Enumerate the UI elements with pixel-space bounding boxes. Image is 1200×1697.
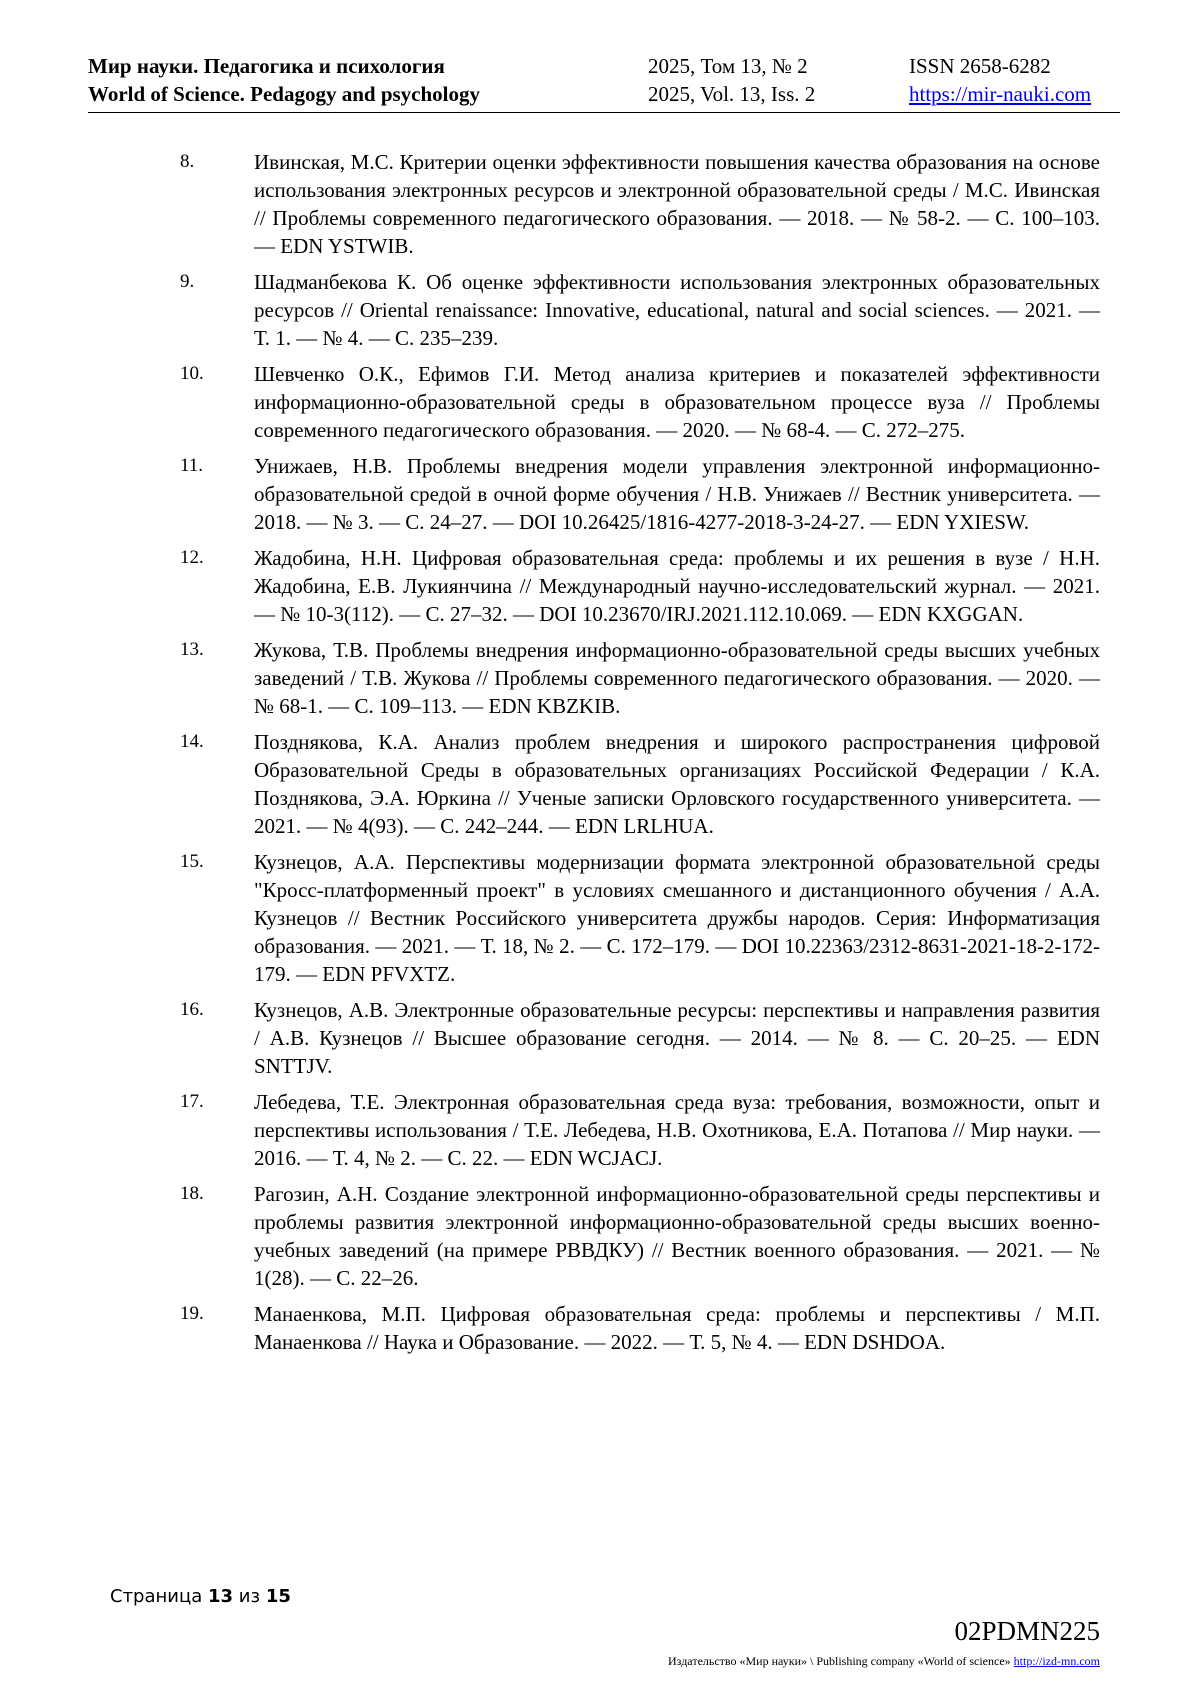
publisher-line <box>668 1654 1100 1669</box>
reference-text: Шадманбекова К. Об оценке эффективности использования электронных образовательных ресурсов // Oriental renaissance: Innovative, educational, natural and social sciences. — 2021. — Т. 1. — № 4. — С. 235–239. <box>254 270 1100 350</box>
reference-text: Жукова, Т.В. Проблемы внедрения информационно-образовательной среды высших учебных заведений / Т.В. Жукова // Проблемы современного педагогического образования. — 2020. — № 68-1. — С. 109–113. — EDN KBZKIB. <box>254 638 1100 718</box>
reference-number: 17. <box>180 1091 204 1112</box>
journal-title-en: World of Science. Pedagogy and psychology <box>88 82 481 106</box>
journal-title-block <box>88 52 480 108</box>
reference-text: Манаенкова, М.П. Цифровая образовательная среда: проблемы и перспективы / М.П. Манаенкова // Наука и Образование. — 2022. — Т. 5, № 4. — EDN DSHDOA. <box>254 1302 1100 1354</box>
reference-number: 16. <box>180 999 204 1020</box>
article-code: 02PDMN225 <box>954 1616 1100 1646</box>
reference-number: 9. <box>180 271 195 292</box>
reference-text: Ивинская, М.С. Критерии оценки эффективности повышения качества образования на основе использования электронных ресурсов и электронной образовательной среды / М.С. Ивинская // Проблемы современного педагогического образования. — 2018. — № 58-2. — С. 100–103. — EDN YSTWIB. <box>254 150 1100 258</box>
page-current: 13 <box>208 1586 234 1607</box>
page-total: 15 <box>265 1586 291 1607</box>
reference-number: 18. <box>180 1183 204 1204</box>
issn-block <box>909 52 1091 108</box>
reference-text: Рагозин, А.Н. Создание электронной информационно-образовательной среды перспективы и проблемы развития электронной информационно-образовательной среды высших военно-учебных заведений (на примере РВВДКУ) // Вестник военного образования. — 2021. — № 1(28). — С. 22–26. <box>254 1182 1100 1290</box>
issue-en: 2025, Vol. 13, Iss. 2 <box>648 82 816 106</box>
journal-header <box>88 52 1120 114</box>
reference-item <box>180 360 1100 444</box>
issn: ISSN 2658-6282 <box>909 54 1051 78</box>
page-number <box>110 1586 291 1607</box>
reference-text: Позднякова, К.А. Анализ проблем внедрения и широкого распространения цифровой Образовательной Среды в образовательных организациях Российской Федерации / К.А. Позднякова, Э.А. Юркина // Ученые записки Орловского государственного университета. — 2021. — № 4(93). — С. 242–244. — EDN LRLHUA. <box>254 730 1100 838</box>
reference-number: 12. <box>180 547 204 568</box>
journal-title-ru: Мир науки. Педагогика и психология <box>88 54 445 78</box>
page-prefix: Страница <box>110 1586 203 1607</box>
reference-text: Кузнецов, А.А. Перспективы модернизации формата электронной образовательной среды "Кросс-платформенный проект" в условиях смешанного и дистанционного обучения / А.А. Кузнецов // Вестник Российского университета дружбы народов. Серия: Информатизация образования. — 2021. — Т. 18, № 2. — С. 172–179. — DOI 10.22363/2312-8631-2021-18-2-172-179. — EDN PFVXTZ. <box>254 850 1100 986</box>
reference-number: 10. <box>180 363 204 384</box>
reference-item <box>180 452 1100 536</box>
publisher-url-link[interactable]: http://izd-mn.com <box>1013 1654 1100 1668</box>
issue-block <box>648 52 815 108</box>
reference-item <box>180 728 1100 840</box>
reference-item <box>180 636 1100 720</box>
reference-text: Унижаев, Н.В. Проблемы внедрения модели управления электронной информационно-образовательной средой в очной форме обучения / Н.В. Унижаев // Вестник университета. — 2018. — № 3. — С. 24–27. — DOI 10.26425/1816-4277-2018-3-24-27. — EDN YXIESW. <box>254 454 1100 534</box>
reference-item <box>180 1180 1100 1292</box>
reference-number: 14. <box>180 731 204 752</box>
reference-item <box>180 268 1100 352</box>
reference-item <box>180 1300 1100 1356</box>
reference-text: Жадобина, Н.Н. Цифровая образовательная среда: проблемы и их решения в вузе / Н.Н. Жадобина, Е.В. Лукиянчина // Международный научно-исследовательский журнал. — 2021. — № 10-3(112). — С. 27–32. — DOI 10.23670/IRJ.2021.112.10.069. — EDN KXGGAN. <box>254 546 1100 626</box>
reference-item <box>180 148 1100 260</box>
reference-item <box>180 544 1100 628</box>
page-separator: из <box>238 1586 261 1607</box>
reference-item <box>180 1088 1100 1172</box>
reference-list <box>180 148 1100 1364</box>
reference-text: Лебедева, Т.Е. Электронная образовательная среда вуза: требования, возможности, опыт и перспективы использования / Т.Е. Лебедева, Н.В. Охотникова, Е.А. Потапова // Мир науки. — 2016. — Т. 4, № 2. — С. 22. — EDN WCJACJ. <box>254 1090 1100 1170</box>
reference-number: 15. <box>180 851 204 872</box>
reference-number: 11. <box>180 455 204 476</box>
journal-url-link[interactable]: https://mir-nauki.com <box>909 82 1092 106</box>
reference-number: 8. <box>180 151 195 172</box>
reference-number: 19. <box>180 1303 204 1324</box>
header-divider <box>88 112 1120 113</box>
reference-text: Шевченко О.К., Ефимов Г.И. Метод анализа критериев и показателей эффективности информационно-образовательной среды в образовательном процессе вуза // Проблемы современного педагогического образования. — 2020. — № 68-4. — С. 272–275. <box>254 362 1100 442</box>
reference-item <box>180 996 1100 1080</box>
reference-number: 13. <box>180 639 204 660</box>
reference-text: Кузнецов, А.В. Электронные образовательные ресурсы: перспективы и направления развития / А.В. Кузнецов // Высшее образование сегодня. — 2014. — № 8. — С. 20–25. — EDN SNTTJV. <box>254 998 1100 1078</box>
issue-ru: 2025, Том 13, № 2 <box>648 54 808 78</box>
reference-item <box>180 848 1100 988</box>
publisher-text: Издательство «Мир науки» \ Publishing company «World of science» <box>668 1654 1011 1668</box>
